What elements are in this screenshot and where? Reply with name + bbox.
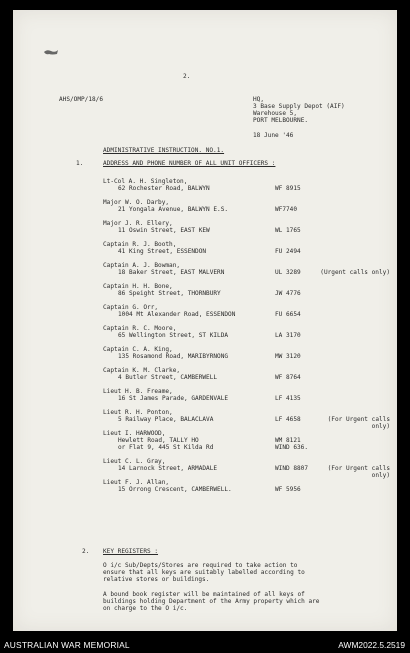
- hq-line: PORT MELBOURNE.: [253, 117, 309, 124]
- officer-name: Major J. R. Ellery,: [103, 220, 173, 227]
- footer-source: AUSTRALIAN WAR MEMORIAL: [4, 640, 130, 650]
- section-2-heading: KEY REGISTERS :: [103, 548, 159, 555]
- officer-phone: LF 4658: [275, 416, 301, 423]
- officer-address: 11 Oswin Street, EAST KEW: [118, 227, 210, 234]
- officer-name: Lt-Col A. H. Singleton,: [103, 178, 188, 185]
- officer-phone: FU 2494: [275, 248, 301, 255]
- paragraph-line: O i/c Sub/Depts/Stores are required to take action to: [103, 562, 298, 569]
- paragraph-line: A bound book register will be maintained of all keys of: [103, 591, 305, 598]
- officer-name: Captain A. J. Bowman,: [103, 262, 181, 269]
- officer-phone: WL 1765: [275, 227, 301, 234]
- officer-phone: LA 3170: [275, 332, 301, 339]
- officer-name: Captain H. H. Bone,: [103, 283, 173, 290]
- officer-address: 5 Railway Place, BALACLAVA: [118, 416, 214, 423]
- officer-phone-note: (Urgent calls only): [320, 269, 390, 276]
- officer-name: Lieut I. HARWOOD,: [103, 430, 166, 437]
- officer-name: Captain C. A. King,: [103, 346, 173, 353]
- officer-address: 65 Wellington Street, ST KILDA: [118, 332, 229, 339]
- paragraph-line: relative stores or buildings.: [103, 576, 210, 583]
- officer-name: Captain R. C. Moore,: [103, 325, 177, 332]
- officer-address: 21 Yongala Avenue, BALWYN E.S.: [118, 206, 229, 213]
- section-1-number: 1.: [76, 160, 84, 167]
- officer-name: Lieut F. J. Allan,: [103, 479, 170, 486]
- paragraph-line: buildings holding Department of the Army property which are: [103, 598, 320, 605]
- officer-name: Captain G. Orr,: [103, 304, 159, 311]
- document-reference: AHS/OMP/18/6: [59, 96, 104, 103]
- officer-address: 18 Baker Street, EAST MALVERN: [118, 269, 225, 276]
- officer-address: 16 St James Parade, GARDENVALE: [118, 395, 229, 402]
- officer-phone: WF 8915: [275, 185, 301, 192]
- officer-phone: WIND 8807: [275, 465, 309, 472]
- officer-address: 15 Orrong Crescent, CAMBERWELL.: [118, 486, 232, 493]
- officer-phone: UL 3289: [275, 269, 301, 276]
- ink-blot-mark: [43, 48, 59, 56]
- officer-address: 135 Rosamond Road, MARIBYRNONG: [118, 353, 229, 360]
- officer-phone: LF 4135: [275, 395, 301, 402]
- officer-phone: WF 8764: [275, 374, 301, 381]
- officer-phone: WM 8121: [275, 437, 301, 444]
- paragraph-line: on charge to the O i/c.: [103, 605, 188, 612]
- hq-line: Warehouse 5,: [253, 110, 298, 117]
- officer-address: Hewlett Road, TALLY HO: [118, 437, 199, 444]
- hq-line: HQ,: [253, 96, 265, 103]
- officer-name: Major W. O. Darby,: [103, 199, 170, 206]
- footer-bar: [0, 638, 410, 653]
- officer-address: 86 Speight Street, THORNBURY: [118, 290, 221, 297]
- hq-line: 3 Base Supply Depot (AIF): [253, 103, 345, 110]
- officer-address-alt: or Flat 9, 445 St Kilda Rd: [118, 444, 214, 451]
- document-title: ADMINISTRATIVE INSTRUCTION. NO.1.: [103, 147, 225, 154]
- officer-name: Captain R. J. Booth,: [103, 241, 177, 248]
- officer-phone: FU 6654: [275, 311, 301, 318]
- paragraph-line: ensure that all keys are suitably labelled according to: [103, 569, 305, 576]
- officer-address: 62 Rochester Road, BALWYN: [118, 185, 210, 192]
- officer-address: 1004 Mt Alexander Road, ESSENDON: [118, 311, 236, 318]
- officer-name: Lieut H. B. Freame,: [103, 388, 173, 395]
- officer-phone-alt: WIND 636.: [275, 444, 309, 451]
- section-1-heading: ADDRESS AND PHONE NUMBER OF ALL UNIT OFFICERS :: [103, 160, 276, 167]
- officer-phone-note: (For Urgent calls only): [327, 465, 390, 479]
- page-number: 2.: [183, 73, 191, 80]
- officer-phone: JW 4776: [275, 290, 301, 297]
- officer-name: Captain K. M. Clarke,: [103, 367, 181, 374]
- officer-address: 4 Butler Street, CAMBERWELL: [118, 374, 218, 381]
- officer-phone: MW 3120: [275, 353, 301, 360]
- document-page: [13, 10, 397, 631]
- officer-name: Lieut R. H. Ponton,: [103, 409, 173, 416]
- footer-accession-number: AWM2022.5.2519: [338, 640, 405, 650]
- section-2-number: 2.: [82, 548, 90, 555]
- officer-address: 14 Larnock Street, ARMADALE: [118, 465, 218, 472]
- officer-phone: WF7740: [275, 206, 298, 213]
- document-date: 18 June '46: [253, 132, 294, 139]
- officer-phone-note: (For Urgent calls only): [327, 416, 390, 430]
- officer-name: Lieut C. L. Gray,: [103, 458, 166, 465]
- officer-address: 41 King Street, ESSENDON: [118, 248, 207, 255]
- officer-phone: WF 5956: [275, 486, 301, 493]
